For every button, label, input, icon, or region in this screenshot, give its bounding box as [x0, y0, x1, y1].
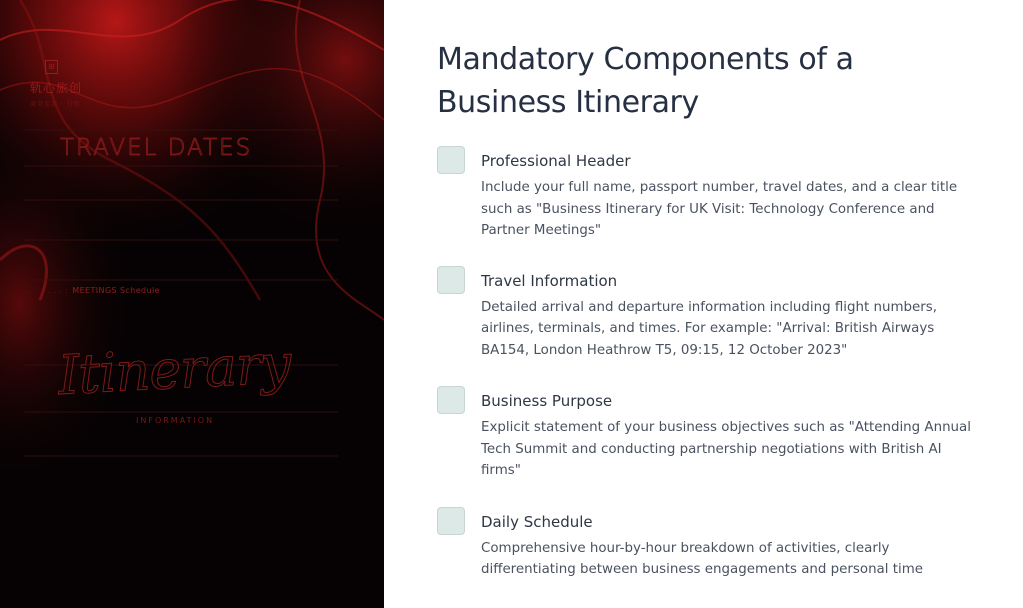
- brand-name: 轨心旅创: [30, 81, 83, 95]
- list-item: [437, 146, 997, 242]
- item-title: Professional Header: [481, 152, 631, 170]
- item-description: Explicit statement of your business objectives such as "Attending Annual Tech Summit and conducting partnership negotiations with British AI firms": [481, 420, 971, 478]
- checkbox[interactable]: [437, 146, 465, 174]
- itinerary-script-title: Itinerary: [56, 331, 292, 408]
- travel-dates-heading: TRAVEL DATES: [60, 135, 253, 161]
- item-description: Comprehensive hour-by-hour breakdown of activities, clearly differentiating between business engagements and personal time: [481, 540, 923, 577]
- meetings-schedule-label: [24, 286, 160, 295]
- list-item: [437, 266, 997, 362]
- section-label: MEETINGS Schedule: [72, 286, 160, 295]
- list-item: [437, 386, 997, 482]
- item-title: Travel Information: [481, 271, 618, 290]
- item-description: Detailed arrival and departure information including flight numbers, airlines, terminals, and times. For example: "Arrival: British Airways BA154, London Heathrow T5, 09:15, 12 October 2023": [481, 299, 938, 358]
- itinerary-script-subtitle: INFORMATION: [136, 416, 215, 425]
- section-dots: . . . . . . . :: [24, 286, 69, 295]
- checkbox[interactable]: [437, 386, 465, 414]
- checkbox[interactable]: [437, 266, 465, 294]
- item-title: Daily Schedule: [481, 512, 593, 531]
- item-title: Business Purpose: [481, 392, 613, 410]
- main-content: [437, 38, 997, 581]
- list-item: [437, 507, 997, 581]
- checkbox[interactable]: [437, 507, 465, 535]
- brand-logo: [30, 60, 82, 108]
- item-description: Include your full name, passport number, travel dates, and a clear title such as "Business Itinerary for UK Visit: Technology Conference and Partner Meetings": [481, 180, 958, 238]
- brand-glyph: ⊞: [45, 60, 58, 74]
- cover-image: [0, 0, 384, 608]
- page-title: Mandatory Components of a Business Itinerary: [437, 42, 854, 120]
- brand-subtitle: 商务差旅 · 行程: [30, 101, 81, 108]
